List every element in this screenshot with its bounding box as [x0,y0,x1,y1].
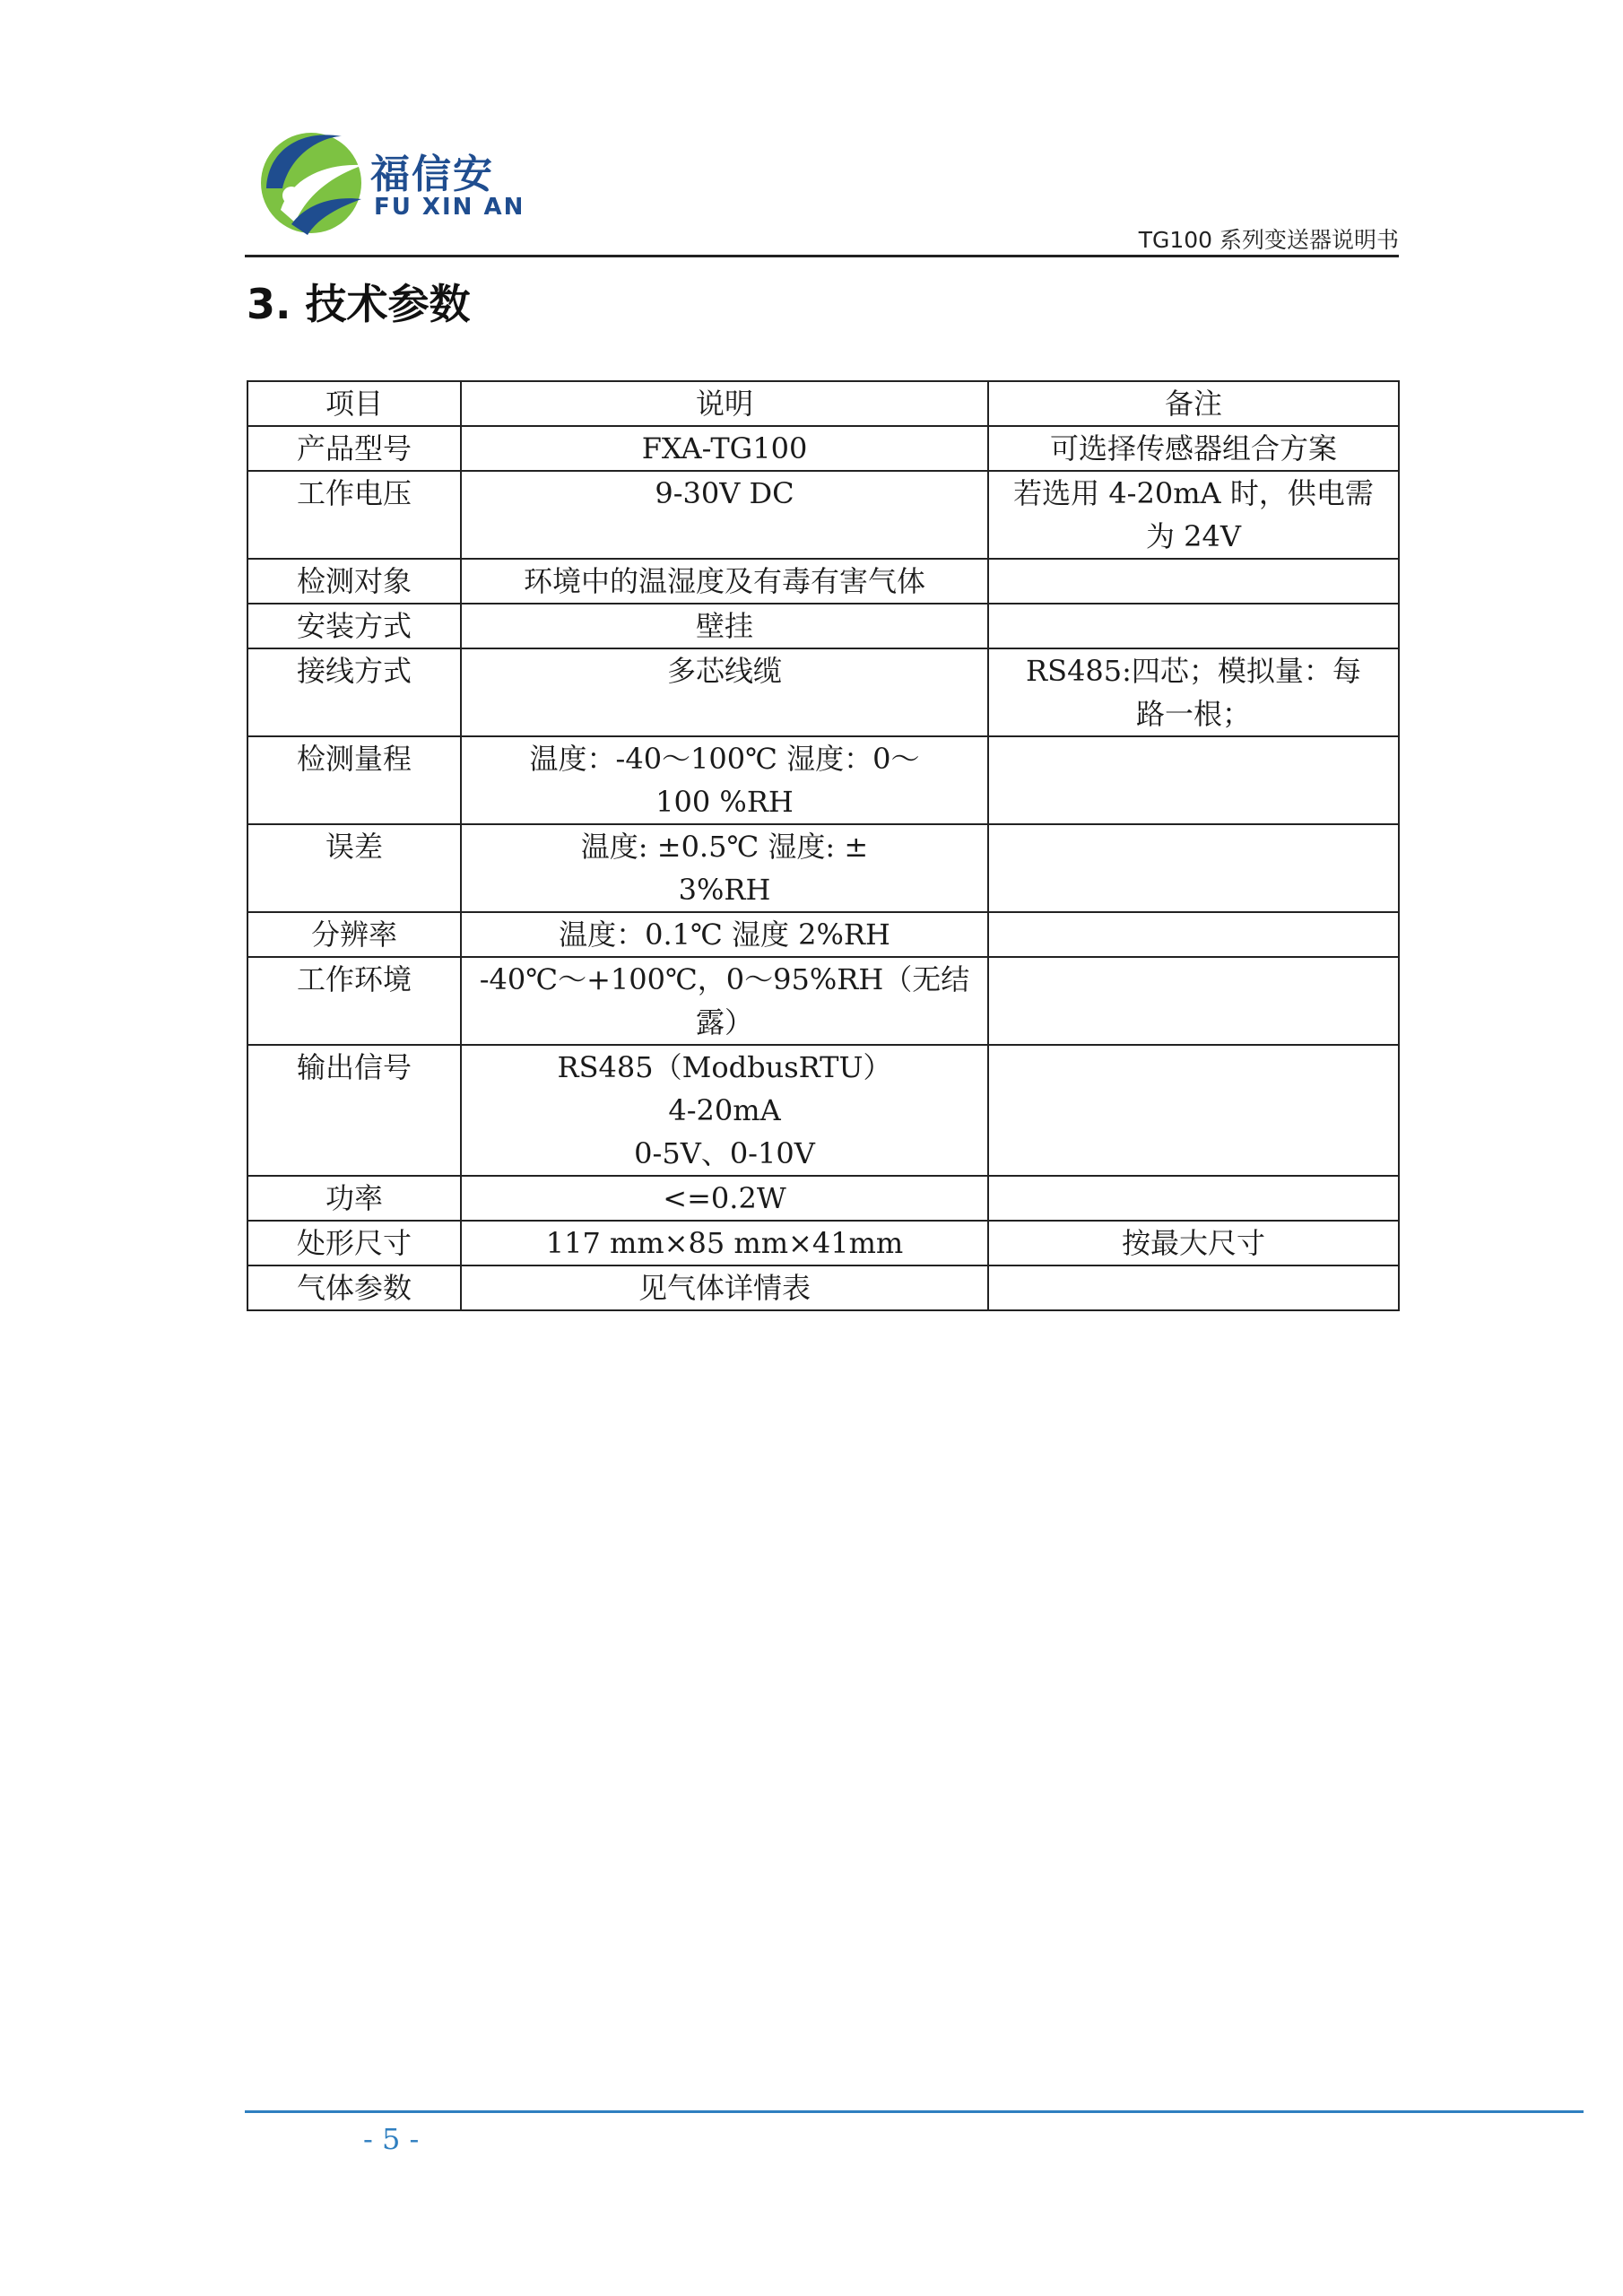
cell-note [988,648,1399,736]
table-row [247,559,1399,604]
table-row [247,1265,1399,1310]
page-number: - 5 - [363,2122,420,2156]
note-line: 为 24V [1145,519,1241,553]
table-row [247,604,1399,648]
cell-note [988,957,1399,1045]
description-line: -40℃～+100℃，0～95%RH（无结 [479,962,970,996]
cell-description [461,471,988,559]
table-row [247,912,1399,957]
description-line: 多芯线缆 [666,654,782,688]
cell-note [988,604,1399,648]
logo-english-name: FU XIN AN [374,194,525,221]
document-title: TG100 系列变送器说明书 [1138,227,1399,253]
table-row [247,957,1399,1045]
cell-description [461,1221,988,1265]
description-line: 露） [695,1005,753,1039]
spec-table-body [247,426,1399,1310]
cell-item: 接线方式 [247,648,461,736]
cell-item: 检测对象 [247,559,461,604]
note-line: 若选用 4-20mA 时，供电需 [1013,476,1374,510]
description-line: 0-5V、0-10V [634,1136,815,1170]
logo-chinese-name: 福信安 [370,152,494,197]
description-line: 温度: ±0.5℃ 湿度: ± [580,830,869,864]
description-line: 4-20mA [668,1093,781,1127]
description-line: 见气体详情表 [638,1271,811,1305]
cell-item: 误差 [247,824,461,912]
note-line: 按最大尺寸 [1121,1226,1265,1260]
cell-description [461,912,988,957]
table-row [247,1045,1399,1176]
header-item: 项目 [247,381,461,426]
company-logo [256,124,525,240]
cell-note [988,559,1399,604]
spec-table [247,380,1400,1311]
cell-item: 工作电压 [247,471,461,559]
cell-description [461,1265,988,1310]
cell-description [461,604,988,648]
cell-item: 分辨率 [247,912,461,957]
cell-description [461,1176,988,1221]
cell-note [988,736,1399,824]
cell-note [988,1265,1399,1310]
cell-description [461,426,988,471]
cell-description [461,736,988,824]
description-line: FXA-TG100 [641,431,808,465]
cell-description [461,648,988,736]
cell-note [988,912,1399,957]
table-row [247,426,1399,471]
description-line: <=0.2W [663,1181,786,1215]
cell-item: 处形尺寸 [247,1221,461,1265]
description-line: 温度：0.1℃ 湿度 2%RH [559,918,890,952]
cell-note [988,1176,1399,1221]
description-line: 温度：-40～100℃ 湿度：0～ [529,742,920,776]
cell-note [988,426,1399,471]
note-line: 可选择传感器组合方案 [1049,431,1337,465]
table-row [247,736,1399,824]
table-header-row [247,381,1399,426]
note-line: 路一根； [1135,697,1251,731]
cell-item: 产品型号 [247,426,461,471]
cell-item: 工作环境 [247,957,461,1045]
description-line: 117 mm×85 mm×41mm [545,1226,904,1260]
section-heading: 3. 技术参数 [247,280,471,328]
cell-item: 安装方式 [247,604,461,648]
cell-note [988,471,1399,559]
description-line: 9-30V DC [655,476,794,510]
description-line: 100 %RH [655,785,794,819]
description-line: RS485（ModbusRTU） [557,1050,892,1084]
cell-description [461,957,988,1045]
cell-note [988,1045,1399,1176]
cell-item: 输出信号 [247,1045,461,1176]
table-row [247,1221,1399,1265]
note-line: RS485:四芯；模拟量：每 [1026,654,1361,688]
cell-note [988,1221,1399,1265]
description-line: 环境中的温湿度及有毒有害气体 [523,564,925,598]
table-row [247,471,1399,559]
cell-item: 检测量程 [247,736,461,824]
leaf-logo-icon [256,124,372,240]
table-row [247,1176,1399,1221]
cell-description [461,1045,988,1176]
description-line: 壁挂 [695,609,753,643]
cell-item: 气体参数 [247,1265,461,1310]
table-row [247,648,1399,736]
cell-note [988,824,1399,912]
cell-description [461,559,988,604]
header-description: 说明 [461,381,988,426]
header-note: 备注 [988,381,1399,426]
table-row [247,824,1399,912]
cell-item: 功率 [247,1176,461,1221]
cell-description [461,824,988,912]
header-divider [245,255,1399,257]
footer-divider [245,2110,1584,2113]
description-line: 3%RH [678,873,771,907]
